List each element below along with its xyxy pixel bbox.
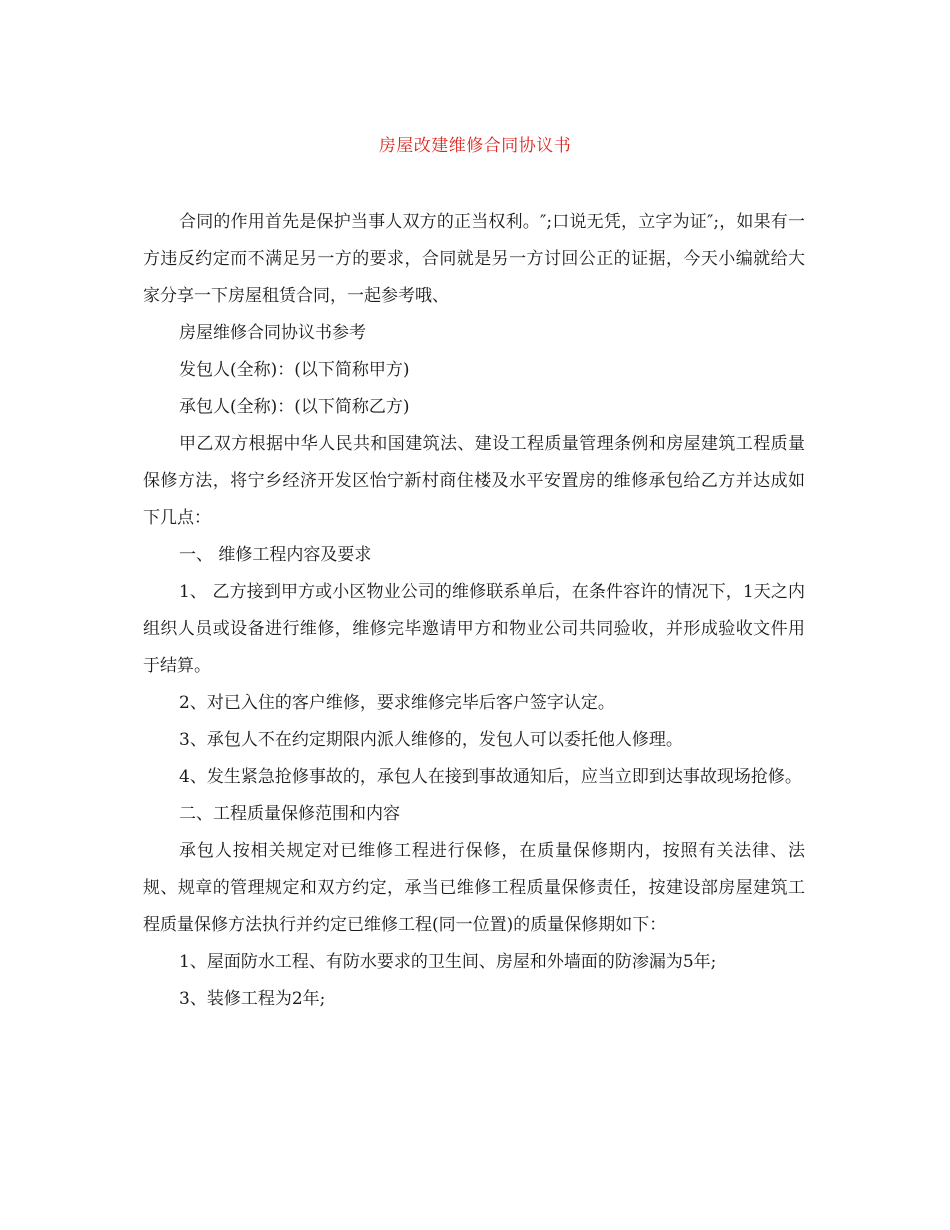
section-heading-2: 二、工程质量保修范围和内容 xyxy=(179,804,400,824)
document-title: 房屋改建维修合同协议书 xyxy=(378,136,572,156)
clause-2-3: 3、装修工程为2年; xyxy=(179,989,326,1009)
paragraph-reference-heading: 房屋维修合同协议书参考 xyxy=(179,323,366,343)
clause-1-4: 4、发生紧急抢修事故的，承包人在接到事故通知后，应当立即到达事故现场抢修。 xyxy=(179,767,802,787)
paragraph-agreement: 甲乙双方根据中华人民共和国建筑法、建设工程质量管理条例和房屋建筑工程质量保修方法，将宁乡经济开发区怡宁新村商住楼及水平安置房的维修承包给乙方并达成如下几点： xyxy=(143,434,805,528)
paragraph-intro: 合同的作用首先是保护当事人双方的正当权利。″;口说无凭，立字为证″;，如果有一方违反约定而不满足另一方的要求，合同就是另一方讨回公正的证据，今天小编就给大家分享一下房屋租赁合同，一起参考哦、 xyxy=(143,212,805,306)
clause-1-2: 2、对已入住的客户维修，要求维修完毕后客户签字认定。 xyxy=(179,693,615,713)
clause-2-1: 1、屋面防水工程、有防水要求的卫生间、房屋和外墙面的防渗漏为5年; xyxy=(179,952,717,972)
paragraph-party-b: 承包人(全称)：(以下简称乙方) xyxy=(179,397,410,417)
paragraph-warranty: 承包人按相关规定对已维修工程进行保修，在质量保修期内，按照有关法律、法规、规章的管理规定和双方约定，承当已维修工程质量保修责任，按建设部房屋建筑工程质量保修方法执行并约定已维修工程(同一位置)的质量保修期如下： xyxy=(143,841,805,935)
document-body xyxy=(143,204,805,1018)
clause-1-3: 3、承包人不在约定期限内派人维修的，发包人可以委托他人修理。 xyxy=(179,730,683,750)
clause-1-1: 1、 乙方接到甲方或小区物业公司的维修联系单后，在条件容许的情况下，1天之内组织人员或设备进行维修，维修完毕邀请甲方和物业公司共同验收，并形成验收文件用于结算。 xyxy=(143,582,805,676)
section-heading-1: 一、 维修工程内容及要求 xyxy=(179,545,372,565)
paragraph-party-a: 发包人(全称)：(以下简称甲方) xyxy=(179,360,410,380)
